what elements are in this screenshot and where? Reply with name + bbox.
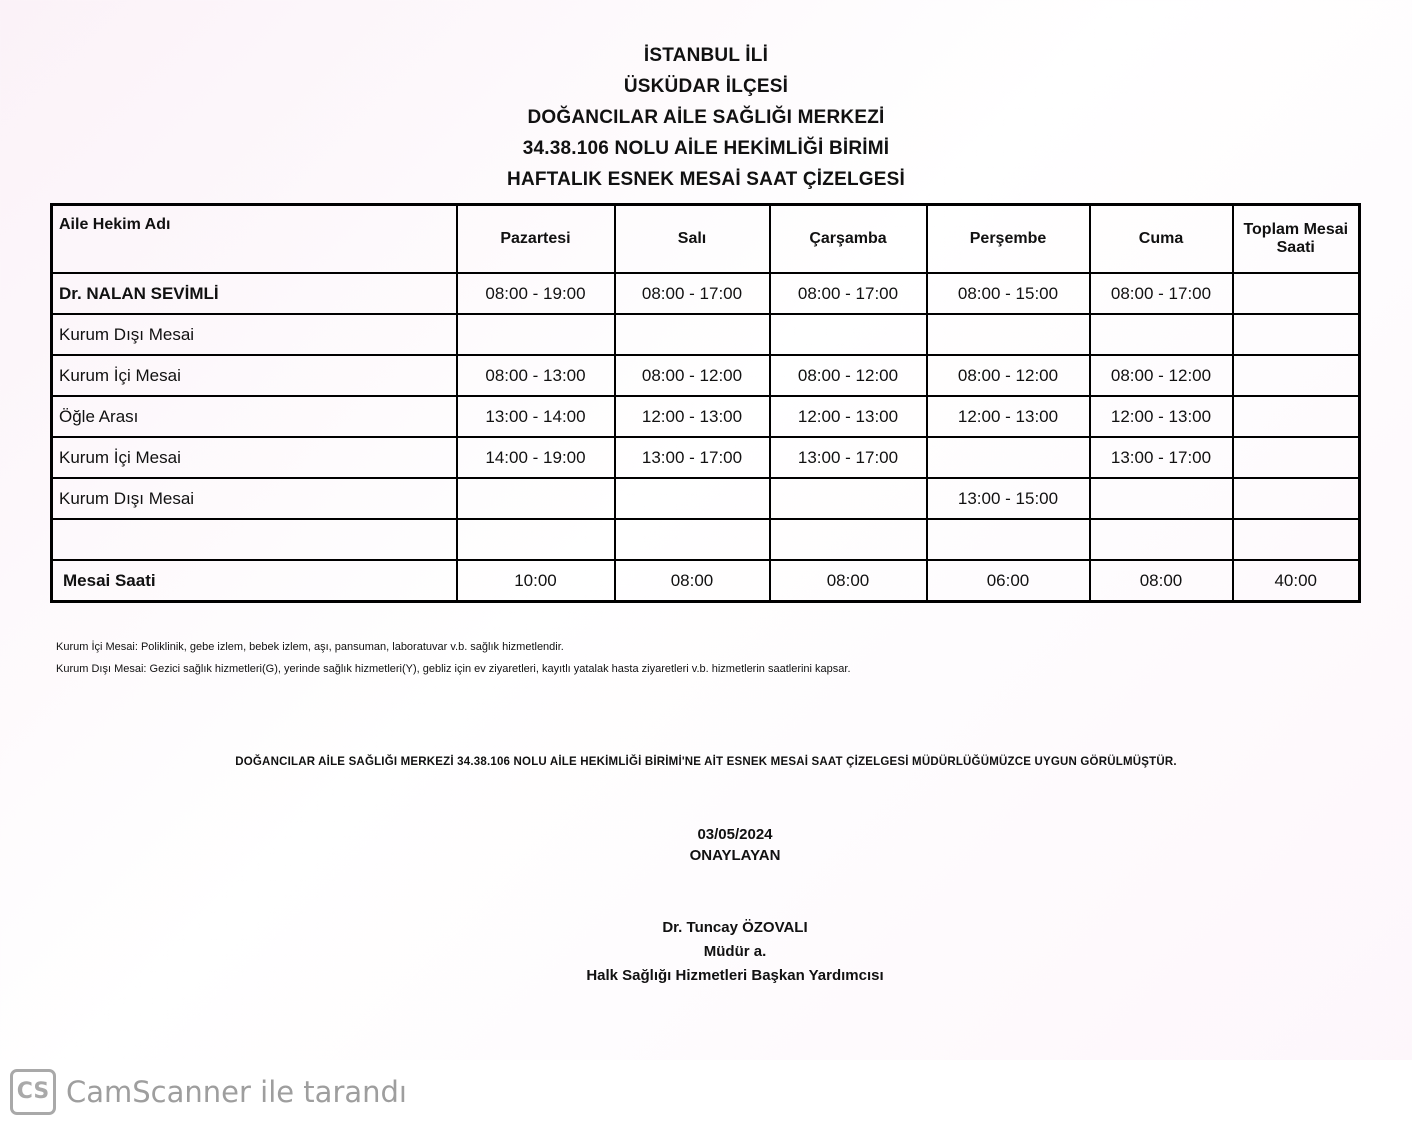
signature-block: [0, 916, 1412, 988]
table-cell: [1233, 396, 1360, 437]
table-cell: 08:00 - 17:00: [770, 273, 927, 314]
column-header-doctor: Aile Hekim Adı: [52, 205, 457, 274]
schedule-table: [50, 203, 1361, 603]
table-cell: [770, 478, 927, 519]
table-row: [52, 314, 1360, 355]
header-center: DOĞANCILAR AİLE SAĞLIĞI MERKEZİ: [527, 107, 885, 128]
scanner-watermark: [0, 1060, 1412, 1123]
row-label: Kurum İçi Mesai: [52, 437, 457, 478]
column-header-thursday: Perşembe: [927, 205, 1090, 274]
table-cell: 08:00 - 19:00: [457, 273, 615, 314]
table-cell: [1090, 314, 1233, 355]
table-cell: [770, 314, 927, 355]
table-cell: 13:00 - 17:00: [615, 437, 770, 478]
row-label: [52, 519, 457, 560]
table-cell: 12:00 - 13:00: [927, 396, 1090, 437]
table-cell: [927, 437, 1090, 478]
note-external-work: Kurum Dışı Mesai: Gezici sağlık hizmetleri(G), yerinde sağlık hizmetleri(Y), gebliz için ev ziyaretleri, kayıtlı yatalak hasta ziyaretleri v.b. hizmetlerin saatlerini kapsar.: [56, 663, 851, 675]
column-header-monday: Pazartesi: [457, 205, 615, 274]
note-internal-work: Kurum İçi Mesai: Poliklinik, gebe izlem, bebek izlem, aşı, pansuman, laboratuvar v.b. sağlık hizmetlendir.: [56, 641, 564, 653]
header-unit: 34.38.106 NOLU AİLE HEKİMLİĞİ BİRİMİ: [522, 138, 890, 159]
table-row: [52, 273, 1360, 314]
table-row: [52, 519, 1360, 560]
table-cell: 08:00 - 15:00: [927, 273, 1090, 314]
table-cell: 08:00 - 12:00: [770, 355, 927, 396]
table-cell: [457, 478, 615, 519]
signer-title: Müdür a.: [703, 943, 767, 960]
table-cell: 13:00 - 15:00: [927, 478, 1090, 519]
total-cell: 08:00: [615, 560, 770, 602]
table-total-row: [52, 560, 1360, 602]
table-cell: [457, 314, 615, 355]
table-cell: 13:00 - 17:00: [770, 437, 927, 478]
table-cell: 08:00 - 13:00: [457, 355, 615, 396]
column-header-friday: Cuma: [1090, 205, 1233, 274]
footnotes: [56, 636, 851, 680]
table-cell: [770, 519, 927, 560]
table-cell: 08:00 - 12:00: [615, 355, 770, 396]
row-label: Kurum Dışı Mesai: [52, 478, 457, 519]
table-row: [52, 396, 1360, 437]
header-title: HAFTALIK ESNEK MESAİ SAAT ÇİZELGESİ: [507, 169, 905, 190]
table-row: [52, 437, 1360, 478]
total-cell: 06:00: [927, 560, 1090, 602]
total-cell: 08:00: [1090, 560, 1233, 602]
table-cell: [1233, 437, 1360, 478]
table-cell: [1233, 478, 1360, 519]
table-cell: [1233, 519, 1360, 560]
row-label: Öğle Arası: [52, 396, 457, 437]
approval-statement: DOĞANCILAR AİLE SAĞLIĞI MERKEZİ 34.38.106 NOLU AİLE HEKİMLİĞİ BİRİMİ'NE AİT ESNEK MESAİ SAAT ÇİZELGESİ MÜDÜRLÜĞÜMÜZCE UYGUN GÖRÜLMÜŞTÜR.: [235, 756, 1177, 768]
table-row: [52, 478, 1360, 519]
approval-date: 03/05/2024: [697, 826, 773, 843]
table-cell: 12:00 - 13:00: [1090, 396, 1233, 437]
total-cell: 08:00: [770, 560, 927, 602]
table-cell: [1233, 273, 1360, 314]
table-cell: 08:00 - 17:00: [1090, 273, 1233, 314]
column-header-tuesday: Salı: [615, 205, 770, 274]
table-cell: [1233, 314, 1360, 355]
table-header-row: [52, 205, 1360, 274]
table-cell: [615, 314, 770, 355]
table-cell: 12:00 - 13:00: [770, 396, 927, 437]
table-cell: [1090, 519, 1233, 560]
total-cell: 10:00: [457, 560, 615, 602]
approval-date-block: [0, 824, 1412, 866]
table-cell: [615, 519, 770, 560]
total-row-label: Mesai Saati: [52, 560, 457, 602]
table-row: [52, 355, 1360, 396]
camscanner-logo-icon: CS: [10, 1069, 56, 1115]
total-cell: 40:00: [1233, 560, 1360, 602]
signer-name: Dr. Tuncay ÖZOVALI: [662, 919, 808, 936]
approver-label: ONAYLAYAN: [689, 847, 781, 864]
table-cell: [1090, 478, 1233, 519]
table-cell: 13:00 - 17:00: [1090, 437, 1233, 478]
document-header: [0, 40, 1412, 195]
table-cell: [1233, 355, 1360, 396]
row-label: Kurum Dışı Mesai: [52, 314, 457, 355]
table-cell: 08:00 - 17:00: [615, 273, 770, 314]
row-label: Kurum İçi Mesai: [52, 355, 457, 396]
table-cell: 08:00 - 12:00: [927, 355, 1090, 396]
table-cell: [615, 478, 770, 519]
table-cell: [927, 519, 1090, 560]
header-province: İSTANBUL İLİ: [643, 45, 769, 66]
table-cell: 14:00 - 19:00: [457, 437, 615, 478]
header-district: ÜSKÜDAR İLÇESİ: [623, 76, 789, 97]
row-label-doctor: Dr. NALAN SEVİMLİ: [52, 273, 457, 314]
signer-position: Halk Sağlığı Hizmetleri Başkan Yardımcısı: [586, 967, 884, 984]
table-cell: 13:00 - 14:00: [457, 396, 615, 437]
camscanner-text: CamScanner ile tarandı: [66, 1074, 407, 1109]
table-cell: [927, 314, 1090, 355]
table-cell: 12:00 - 13:00: [615, 396, 770, 437]
column-header-wednesday: Çarşamba: [770, 205, 927, 274]
column-header-total: Toplam Mesai Saati: [1233, 205, 1360, 274]
table-cell: [457, 519, 615, 560]
table-cell: 08:00 - 12:00: [1090, 355, 1233, 396]
